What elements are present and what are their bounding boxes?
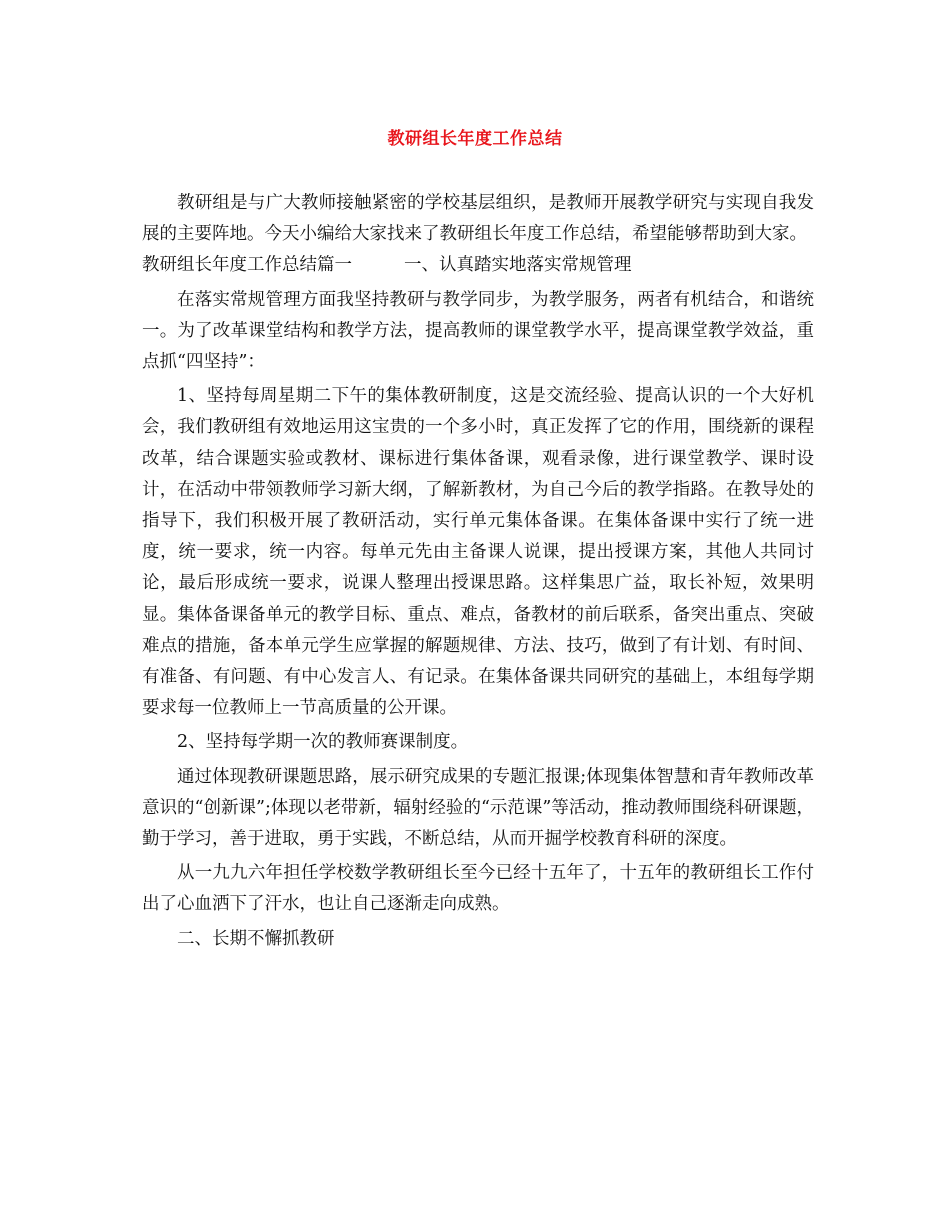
document-body bbox=[142, 188, 814, 955]
subheading-long-term-research: 二、长期不懈抓教研 bbox=[177, 928, 335, 949]
document-title: 教研组长年度工作总结 bbox=[387, 129, 563, 149]
intro-paragraph: 教研组是与广大教师接触紧密的学校基层组织，是教师开展教学研究与实现自我发展的主要阵地。今天小编给大家找来了教研组长年度工作总结，希望能够帮助到大家。 bbox=[142, 193, 814, 245]
section-heading-line bbox=[142, 250, 814, 281]
paragraph-fifteen-years: 从一九九六年担任学校数学教研组长至今已经十五年了，十五年的教研组长工作付出了心血洒下了汗水，也让自己逐渐走向成熟。 bbox=[142, 863, 814, 915]
paragraph-demonstration-classes: 通过体现教研课题思路，展示研究成果的专题汇报课;体现集体智慧和青年教师改革意识的“创新课”;体现以老带新，辐射经验的“示范课”等活动，推动教师围绕科研课题，勤于学习，善于进取，勇于实践，不断总结，从而开掘学校教育科研的深度。 bbox=[142, 766, 814, 850]
paragraph-routine-management: 在落实常规管理方面我坚持教研与教学同步，为教学服务，两者有机结合，和谐统一。为了改革课堂结构和教学方法，提高教师的课堂教学水平，提高课堂教学效益，重点抓“四坚持”： bbox=[142, 289, 814, 373]
section-label: 一、认真踏实地落实常规管理 bbox=[404, 255, 632, 276]
part-label: 教研组长年度工作总结篇一 bbox=[142, 255, 352, 276]
paragraph-lesson-contest: 2、坚持每学期一次的教师赛课制度。 bbox=[177, 732, 469, 753]
paragraph-weekly-research: 1、坚持每周星期二下午的集体教研制度，这是交流经验、提高认识的一个大好机会，我们教研组有效地运用这宝贵的一个多小时，真正发挥了它的作用，围绕新的课程改革，结合课题实验或教材、课标进行集体备课，观看录像，进行课堂教学、课时设计，在活动中带领教师学习新大纲，了解新教材，为自己今后的教学指路。在教导处的指导下，我们积极开展了教研活动，实行单元集体备课。在集体备课中实行了统一进度，统一要求，统一内容。每单元先由主备课人说课，提出授课方案，其他人共同讨论，最后形成统一要求，说课人整理出授课思路。这样集思广益，取长补短，效果明显。集体备课备单元的教学目标、重点、难点，备教材的前后联系，备突出重点、突破难点的措施，备本单元学生应掌握的解题规律、方法、技巧，做到了有计划、有时间、有准备、有问题、有中心发言人、有记录。在集体备课共同研究的基础上，本组每学期要求每一位教师上一节高质量的公开课。 bbox=[142, 386, 814, 719]
